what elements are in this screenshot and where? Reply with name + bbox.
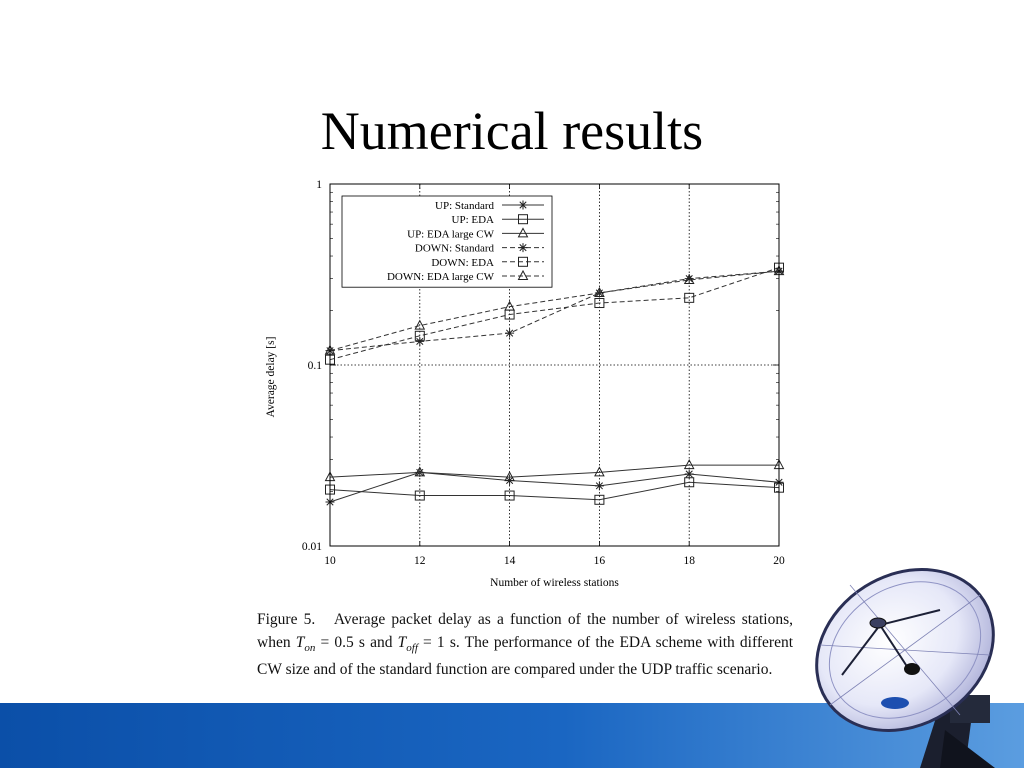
series-line	[330, 465, 779, 477]
x-tick-label: 18	[683, 555, 695, 567]
figure-label: Figure 5.	[257, 611, 316, 628]
t-on-value: = 0.5 s and	[315, 633, 398, 651]
figure-caption	[257, 609, 793, 682]
y-tick-label: 1	[316, 179, 322, 191]
legend-label: UP: Standard	[435, 200, 494, 212]
x-tick-label: 20	[773, 555, 785, 567]
x-tick-label: 16	[593, 555, 606, 567]
legend-label: DOWN: EDA large CW	[386, 271, 494, 283]
chart	[255, 172, 795, 597]
series-up-eda	[326, 478, 784, 505]
satellite-dish-icon	[790, 555, 1024, 768]
legend-swatch-marker	[519, 243, 528, 252]
legend	[342, 196, 552, 287]
series-layer	[326, 263, 784, 506]
legend-label: DOWN: EDA	[431, 256, 494, 269]
t-on-subscript: on	[304, 641, 316, 654]
t-on-symbol: T	[295, 633, 305, 651]
slide-title: Numerical results	[320, 101, 704, 161]
t-off-subscript: off	[406, 641, 418, 654]
legend-swatch-marker	[519, 201, 528, 210]
x-tick-label: 14	[503, 555, 516, 567]
legend-label: UP: EDA	[451, 214, 494, 227]
x-tick-label: 10	[324, 555, 336, 567]
legend-label: DOWN: Standard	[414, 242, 494, 255]
y-axis-label: Average delay [s]	[265, 336, 277, 418]
x-tick-label: 12	[414, 555, 426, 567]
y-tick-label: 0.01	[301, 541, 322, 553]
legend-label: UP: EDA large CW	[407, 228, 494, 241]
t-off-symbol: T	[397, 633, 407, 651]
y-tick-label: 0.1	[307, 360, 322, 372]
data-point	[415, 337, 424, 346]
t-off-value: = 1 s. The performance of the EDA scheme with different CW size and of the standard function are compared under the UDP traffic scenario.	[257, 633, 794, 679]
data-point	[595, 481, 604, 490]
data-point	[505, 329, 514, 338]
data-point	[685, 469, 694, 478]
caption-text-1: Average packet delay as a function of the number of wireless stations, when	[257, 611, 794, 651]
series-line	[330, 482, 779, 500]
x-axis-label: Number of wireless stations	[490, 577, 619, 589]
series-up-eda-large-cw	[326, 460, 784, 481]
